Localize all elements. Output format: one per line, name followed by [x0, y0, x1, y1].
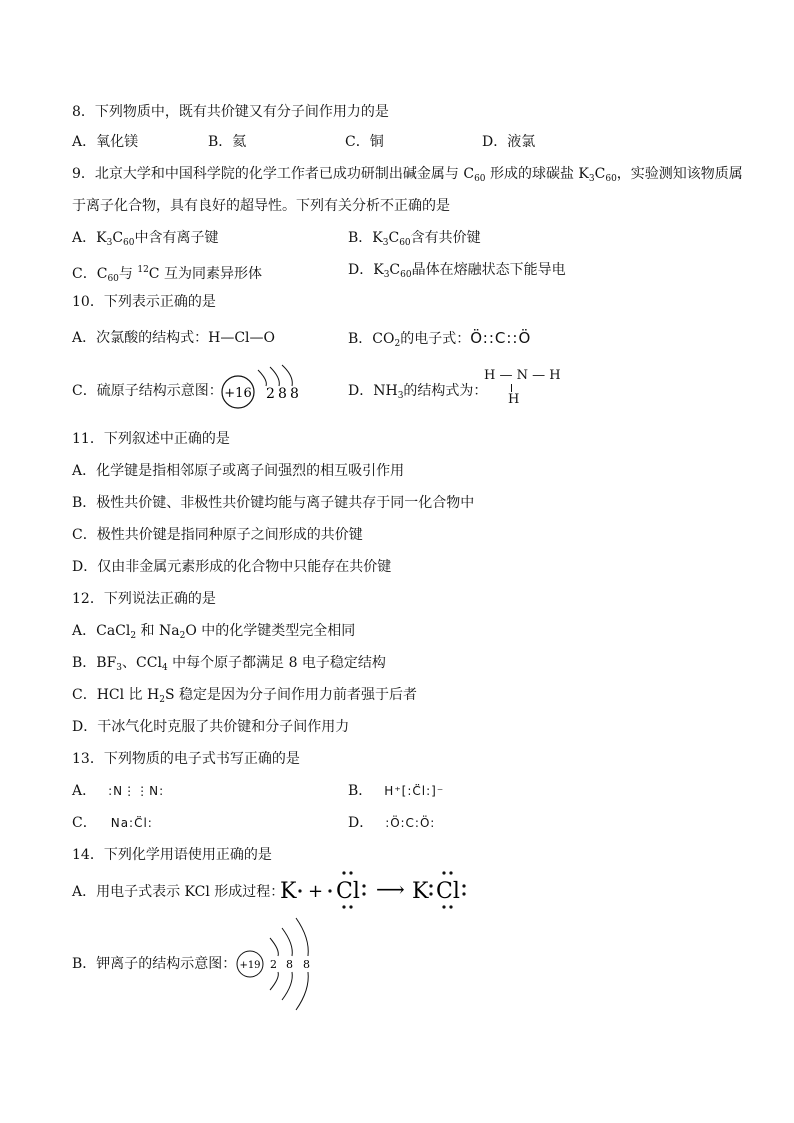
q9-option-a: A．$K_3C_{60}$中含有离子键 — [72, 230, 219, 248]
q10-option-d: D．$NH_3$的结构式为： — [348, 383, 488, 401]
q8-option-c: C．铜 — [345, 134, 384, 150]
q12-option-b: B．$BF_3$、CCl$_4$ 中每个原子都满足 8 电子稳定结构 — [72, 655, 386, 673]
potassium-shell-2: 8 — [286, 958, 293, 971]
q11-option-a: A．化学键是指相邻原子或离子间强烈的相互吸引作用 — [72, 463, 405, 479]
nh3-bottom-h: H — [508, 392, 520, 407]
question-10-stem: 10．下列表示正确的是 — [72, 294, 216, 310]
q9-option-b: B．$K_3C_{60}$含有共价键 — [348, 230, 481, 248]
q10-option-c: C．硫原子结构示意图： — [72, 383, 223, 399]
q11-option-c: C．极性共价键是指同种原子之间形成的共价键 — [72, 527, 363, 543]
q8-option-d: D．液氯 — [482, 134, 536, 150]
sulfur-nucleus: +16 — [224, 386, 252, 401]
sulfur-atom-diagram — [218, 364, 308, 420]
cl-product: Cl — [436, 879, 460, 904]
question-9-stem-line2: 于离子化合物，具有良好的超导性。下列有关分析不正确的是 — [72, 198, 450, 214]
question-9-stem-line1: 9．北京大学和中国科学院的化学工作者已成功研制出碱金属与 $C_{60}$ 形成的球碳盐 $K_3C_{60}$，实验测知该物质属 — [72, 166, 743, 184]
co2-electron-formula-d: :Ö:C:Ö: — [385, 816, 436, 830]
q8-option-b: B．氦 — [208, 134, 247, 150]
sulfur-shell-1: 2 — [266, 386, 275, 402]
nh3-top-row: H — N — H — [484, 368, 561, 383]
question-13-stem: 13．下列物质的电子式书写正确的是 — [72, 751, 300, 767]
n2-electron-formula: :N⋮⋮N: — [108, 784, 165, 798]
k-product: K — [412, 879, 429, 904]
q11-option-b: B．极性共价键、非极性共价键均能与离子键共存于同一化合物中 — [72, 495, 475, 511]
plus-sign: + — [308, 881, 324, 902]
question-11-stem: 11．下列叙述中正确的是 — [72, 431, 230, 447]
nh3-structure — [484, 368, 561, 408]
q9-option-c: C．$C_{60}$与 $^{12}$C 互为同素异形体 — [72, 265, 262, 284]
q14-option-a: A．用电子式表示 KCl 形成过程： — [72, 884, 285, 900]
k-atom: K — [280, 879, 297, 904]
co2-electron-formula: Ö::C::Ö — [470, 329, 532, 347]
q13-option-a: A． :N⋮⋮N: — [72, 783, 165, 799]
q13-option-b: B． H⁺[:C̈l:]⁻ — [348, 783, 445, 799]
q12-option-a: A．CaCl$_2$ 和 $Na_2O$ 中的化学键类型完全相同 — [72, 623, 356, 641]
question-8-stem: 8．下列物质中，既有共价键又有分子间作用力的是 — [72, 104, 389, 120]
q10-option-a: A．次氯酸的结构式：H—Cl—O — [72, 330, 275, 346]
potassium-nucleus: +19 — [239, 960, 261, 971]
potassium-shell-1: 2 — [270, 958, 277, 971]
question-12-stem: 12．下列说法正确的是 — [72, 591, 216, 607]
potassium-shell-3: 8 — [303, 958, 310, 971]
q11-option-d: D．仅由非金属元素形成的化合物中只能存在共价键 — [72, 559, 392, 575]
q10-option-b: B．$CO_2$的电子式：Ö::C::Ö — [348, 329, 532, 349]
kcl-formation-diagram — [278, 864, 478, 914]
q13-option-d: D． :Ö:C:Ö: — [348, 815, 436, 831]
q14-option-b: B．钾离子的结构示意图： — [72, 956, 237, 972]
nacl-electron-formula: Na:C̈l: — [110, 816, 153, 830]
q12-option-c: C．HCl 比 $H_2S$ 稳定是因为分子间作用力前者强于后者 — [72, 687, 418, 705]
q8-option-a: A．氧化镁 — [72, 134, 139, 150]
question-14-stem: 14．下列化学用语使用正确的是 — [72, 847, 272, 863]
q12-option-d: D．干冰气化时克服了共价键和分子间作用力 — [72, 719, 350, 735]
sulfur-shell-3: 8 — [290, 386, 299, 402]
hcl-electron-formula: H⁺[:C̈l:]⁻ — [384, 784, 445, 798]
reaction-arrow: ⟶ — [376, 877, 405, 901]
potassium-ion-diagram — [232, 916, 322, 1012]
q13-option-c: C． Na:C̈l: — [72, 815, 153, 831]
q9-option-d: D．$K_3C_{60}$晶体在熔融状态下能导电 — [348, 262, 566, 280]
cl-atom: Cl — [336, 879, 360, 904]
sulfur-shell-2: 8 — [278, 386, 287, 402]
